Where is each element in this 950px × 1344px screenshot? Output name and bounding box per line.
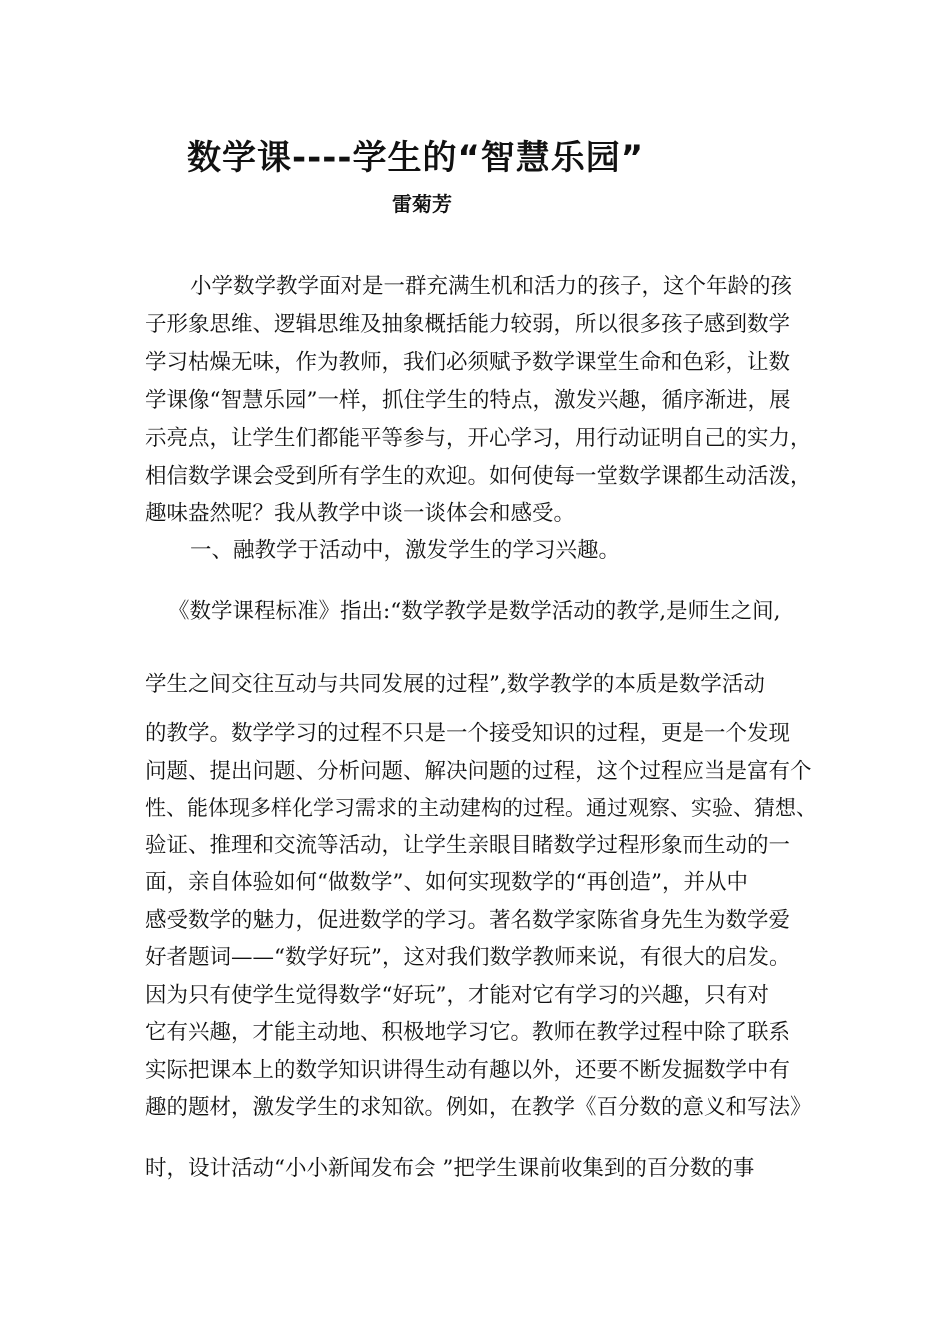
section-heading: 一、融教学于活动中，激发学生的学习兴趣。 — [190, 538, 621, 563]
paragraph-line: 问题、提出问题、分析问题、解决问题的过程，这个过程应当是富有个 — [145, 759, 812, 784]
paragraph-line: 它有兴趣，才能主动地、积极地学习它。教师在教学过程中除了联系 — [145, 1020, 791, 1045]
paragraph-line: 因为只有使学生觉得数学“好玩”，才能对它有学习的兴趣，只有对 — [145, 983, 769, 1008]
paragraph-line: 感受数学的魅力，促进数学的学习。著名数学家陈省身先生为数学爱 — [145, 908, 791, 933]
paragraph-line: 《数学课程标准》指出:“数学教学是数学活动的教学,是师生之间, — [168, 599, 781, 624]
paragraph-line: 验证、推理和交流等活动，让学生亲眼目睹数学过程形象而生动的一 — [145, 833, 791, 858]
paragraph-line: 示亮点，让学生们都能平等参与，开心学习，用行动证明自己的实力， — [145, 426, 812, 451]
paragraph-line: 学生之间交往互动与共同发展的过程”,数学教学的本质是数学活动 — [145, 672, 765, 697]
paragraph-line: 子形象思维、逻辑思维及抽象概括能力较弱，所以很多孩子感到数学 — [145, 312, 791, 337]
paragraph-line: 趣味盎然呢？我从教学中谈一谈体会和感受。 — [145, 501, 576, 526]
paragraph-line: 趣的题材，激发学生的求知欲。例如，在教学《百分数的意义和写法》 — [145, 1095, 812, 1120]
paragraph-line: 实际把课本上的数学知识讲得生动有趣以外，还要不断发掘数学中有 — [145, 1058, 791, 1083]
paragraph-line: 性、能体现多样化学习需求的主动建构的过程。通过观察、实验、猜想、 — [145, 796, 817, 820]
paragraph-line: 好者题词——“数学好玩”，这对我们数学教师来说，有很大的启发。 — [145, 945, 791, 970]
paragraph-line: 相信数学课会受到所有学生的欢迎。如何使每一堂数学课都生动活泼， — [145, 464, 812, 489]
author-name: 雷菊芳 — [392, 192, 452, 216]
paragraph-line: 学课像“智慧乐园”一样，抓住学生的特点，激发兴趣，循序渐进，展 — [145, 388, 791, 413]
document-title: 数学课----学生的“智慧乐园” — [187, 138, 645, 178]
paragraph-line: 学习枯燥无味，作为教师，我们必须赋予数学课堂生命和色彩，让数 — [145, 350, 791, 375]
paragraph-line: 面，亲自体验如何“做数学”、如何实现数学的“再创造”，并从中 — [145, 870, 748, 895]
paragraph-line: 时，设计活动“小小新闻发布会 ”把学生课前收集到的百分数的事 — [145, 1156, 755, 1181]
paragraph-line: 小学数学教学面对是一群充满生机和活力的孩子，这个年龄的孩 — [190, 274, 793, 299]
paragraph-line: 的教学。数学学习的过程不只是一个接受知识的过程，更是一个发现 — [145, 721, 791, 746]
